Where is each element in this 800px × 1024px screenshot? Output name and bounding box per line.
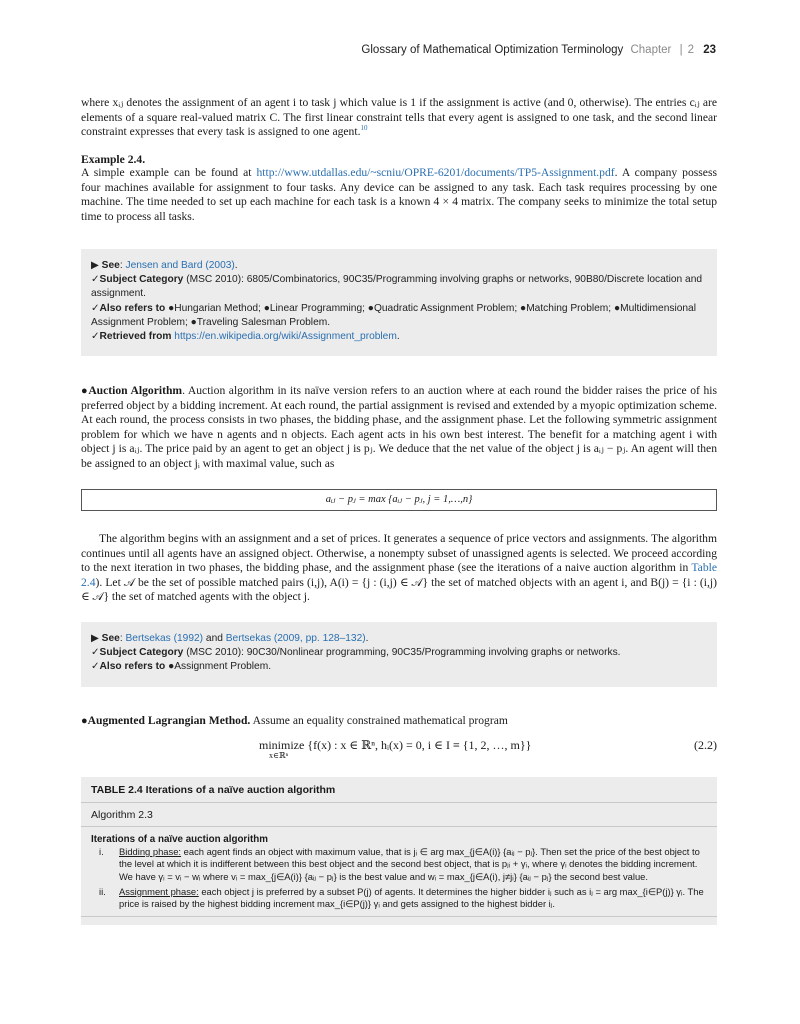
example-section [81,153,717,224]
auction-section [81,384,717,472]
auction-formula: aᵢⱼ − pⱼ = max {aᵢⱼ − pⱼ, j = 1,…,n} [81,489,717,511]
example-title: Example 2.4. [81,153,146,166]
chapter-number: 2 [687,44,694,56]
see-ref-link-1[interactable]: Bertsekas (1992) [125,633,204,644]
table-title: TABLE 2.4 Iterations of a naïve auction algorithm [81,777,717,803]
bullet-icon: ● [81,385,89,397]
retrieved-link[interactable]: https://en.wikipedia.org/wiki/Assignment_problem [174,331,397,343]
running-header [361,44,716,56]
intro-section [81,96,717,140]
augmented-section [81,714,717,729]
see-line: ▶ See: Bertsekas (1992) and Bertsekas (2009, pp. 128–132). [91,633,369,644]
see-box-assignment [81,249,717,356]
auction-term: Auction Algorithm [88,384,183,397]
intro-paragraph: where xᵢⱼ denotes the assignment of an agent i to task j which value is 1 if the assignment is active (and 0, otherwise). The entries cᵢⱼ are elements of a square real-valued matrix C. The first linear constraint tells that every agent is assigned to one task, and the second linear constraint expresses that every task is assigned to one agent.$^{10}$ [81,96,717,139]
chapter-label: Chapter [630,44,672,56]
also-refers-line: ✓Also refers to ●Assignment Problem. [91,661,272,673]
example-link[interactable]: http://www.utdallas.edu/~scniu/OPRE-6201/documents/TP5-Assignment.pdf [256,166,615,179]
algorithm-label: Algorithm 2.3 [81,803,717,827]
see-box-auction [81,622,717,687]
table-ref-link[interactable]: Table 2.4 [81,561,717,589]
equation-body: minimize {f(x) : x ∈ ℝⁿ, hᵢ(x) = 0, i ∈ I ≡ {1, 2, …, m}} [259,738,532,752]
auction-section-2 [81,532,717,605]
equation-subscript: x∈ℝⁿ [269,751,289,760]
table-footer-rule [81,916,717,925]
header-separator: | [679,44,683,56]
algorithm-step-1: i. Bidding phase: each agent finds an object with maximum value, that is jᵢ ∈ arg max_{j∈A(i)} {aᵢⱼ − pⱼ}. Then set the price of the best object to the level at which it is indifferent between this best object and the second best object, that is pⱼᵢ + γᵢ, where γᵢ denotes the bidding increment. We have γᵢ = vᵢ − wᵢ where vᵢ = max_{j∈A(i)} {aᵢⱼ − pⱼ} is the best value and wᵢ = max_{j∈A(i), j≠jᵢ} {aᵢⱼ − pⱼ} the second best value. [99,846,700,882]
example-paragraph: A simple example can be found at http://www.utdallas.edu/~scniu/OPRE-6201/documents/TP5-Assignment.pdf. A company possess four machines available for assignment to four tasks. Any device can be assigned to any task. Each task requires processing by one machine. The time needed to set up each machine for each task is a known 4 × 4 matrix. The company seeks to minimize the total setup time to process all tasks. [81,166,717,223]
see-ref-link-2[interactable]: Bertsekas (2009, pp. 128–132) [225,633,366,644]
book-title: Glossary of Mathematical Optimization Terminology [361,44,624,56]
see-ref-link[interactable]: Jensen and Bard (2003) [125,260,235,271]
footnote-marker[interactable]: 10 [360,124,368,133]
table-2-4 [81,777,717,925]
auction-paragraph-2: The algorithm begins with an assignment and a set of prices. It generates a sequence of price vectors and assignments. The algorithm continues until all agents have an assigned object. Otherwise, a nonempty subset of unassigned agents is selected. We proceed according to the next iteration in two phases, the bidding phase, and the assignment phase (see the iterations of a naive auction algorithm in Table 2.4). Let 𝒜 be the set of possible matched pairs (i,j), A(i) = {j : (i,j) ∈ 𝒜} the set of matched objects with an agent i, and B(j) = {i : (i,j) ∈ 𝒜} the set of matched agents with the object j. [81,532,717,604]
algorithm-step-2: ii. Assignment phase: each object j is preferred by a subset P(j) of agents. It determines the higher bidder iⱼ such as iⱼ = arg max_{i∈P(j)} γᵢ. The price is raised by the highest bidding increment max_{i∈P(j)} γᵢ and gets assigned to the highest bidder iⱼ. [99,885,704,910]
page-number: 23 [703,44,716,56]
see-line: ▶ See: Jensen and Bard (2003). [91,260,238,271]
retrieved-line: ✓Retrieved from https://en.wikipedia.org/wiki/Assignment_problem. [91,331,400,343]
auction-paragraph: ●Auction Algorithm. Auction algorithm in its naïve version refers to an auction where at each round the bidder raises the price of his preferred object by a bidding increment. At each round, the partial assignment is revised and extended by a myopic optimization scheme. At each round, the process consists in two phases, the bidding phase, and the assignment phase. Let the following symmetric assignment problem for which we have n agents and n objects. Each agent acts in his own best interest. The benefit for a matching agent i with object j is aᵢⱼ. The price paid by an agent to get an object j is pⱼ. We deduce that the net value of the object j is aᵢⱼ − pⱼ. An agent will then be assigned to an object jᵢ with maximal value, such as [81,384,717,470]
equation-number: (2.2) [694,738,717,752]
also-refers-line: ✓Also refers to ●Hungarian Method; ●Linear Programming; ●Quadratic Assignment Problem; ●Matching Problem; ●Multidimensional Assignment Problem; ●Traveling Salesman Problem. [91,302,696,328]
subject-line: ✓Subject Category (MSC 2010): 90C30/Nonlinear programming, 90C35/Programming involving graphs or networks. [91,647,621,659]
algorithm-heading: Iterations of a naïve auction algorithm [91,834,268,845]
augmented-term: Augmented Lagrangian Method. [87,714,251,727]
bullet-icon: ● [81,715,88,727]
augmented-paragraph: ●Augmented Lagrangian Method. Assume an equality constrained mathematical program [81,714,508,727]
equation-2-2 [81,738,717,764]
subject-line: ✓Subject Category (MSC 2010): 6805/Combinatorics, 90C35/Programming involving graphs or networks, 90B80/Discrete location and assignment. [91,274,703,300]
